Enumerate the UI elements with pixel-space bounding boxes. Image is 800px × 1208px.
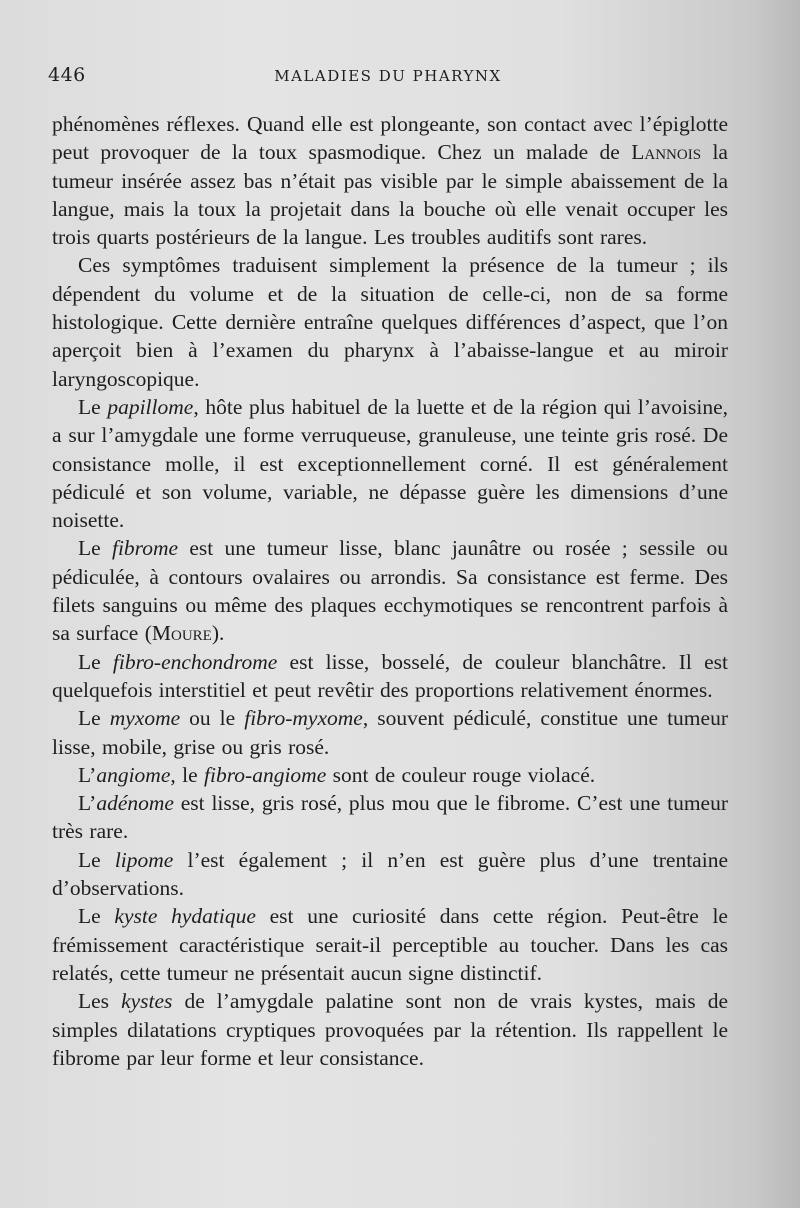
text-run: sont de couleur rouge violacé. <box>326 762 596 787</box>
text-run: phénomènes réflexes. Quand elle est plongeante, son contact avec l’épiglotte peut provoquer de la toux spasmodique. Chez un malade de <box>52 112 728 165</box>
paragraph <box>52 846 728 903</box>
text-run: est lisse, gris rosé, plus mou que le fibrome. C’est une tumeur très rare. <box>52 791 728 844</box>
italic-term: adénome <box>96 791 174 816</box>
paragraph <box>52 761 728 789</box>
text-run: Le <box>78 904 115 929</box>
text-run: est une tumeur lisse, blanc jaunâtre ou rosée ; sessile ou pédiculée, à contours ovalaires ou arrondis. Sa consistance est ferme. Des filets sanguins ou même des plaques ecchymotiques se rencontrent parfois à sa surface ( <box>52 536 729 646</box>
paragraph <box>52 902 728 987</box>
text-run: la tumeur insérée assez bas n’était pas visible par le simple abaissement de la langue, mais la toux la projetait dans la bouche où elle venait occuper les trois quarts postérieurs de la langue. Les troubles auditifs sont rares. <box>52 140 728 250</box>
text-run: Le <box>78 706 110 731</box>
italic-term: papillome <box>107 394 194 419</box>
text-run: est une curiosité dans cette région. Peut-être le frémissement caractéristique serait-il perceptible au toucher. Dans les cas relatés, cette tumeur ne présentait aucun signe distinctif. <box>52 904 728 985</box>
page-number: 446 <box>48 64 86 86</box>
paragraph <box>52 648 728 705</box>
text-run: ou le <box>180 706 245 731</box>
italic-term: lipome <box>114 847 174 872</box>
text-run: , souvent pédiculé, constitue une tumeur lisse, mobile, grise ou gris rosé. <box>52 706 728 759</box>
text-run: l’est également ; il n’en est guère plus d’une trentaine d’observations. <box>52 847 728 901</box>
text-run: , hôte plus habituel de la luette et de la région qui l’avoisine, a sur l’amygdale une forme verruqueuse, granuleuse, une teinte gris rosé. De consistance molle, il est exceptionnellement corné. Il est généralement pédiculé et son volume, variable, ne dépasse guère les dimensions d’une noisette. <box>52 394 728 533</box>
text-run: est lisse, bosselé, de couleur blanchâtre. Il est quelquefois interstitiel et peut revêtir des proportions relativement énormes. <box>52 649 728 702</box>
text-run: Le <box>78 649 113 674</box>
text-run: de l’amygdale palatine sont non de vrais kystes, mais de simples dilatations cryptiques provoquées par la rétention. Ils rappellent le fibrome par leur forme et leur consistance. <box>52 989 728 1070</box>
italic-term: angiome <box>96 762 171 787</box>
italic-term: fibrome <box>111 536 179 561</box>
text-run: L’ <box>78 791 97 816</box>
paragraph <box>52 987 728 1072</box>
author-name: Lannois <box>631 140 702 165</box>
paragraph <box>52 393 728 534</box>
running-title: MALADIES DU PHARYNX <box>274 67 502 85</box>
paragraph <box>52 534 728 647</box>
italic-term: kyste hydatique <box>114 904 256 929</box>
text-run: Le <box>78 394 108 419</box>
paragraph <box>52 251 728 392</box>
text-run: Les <box>78 989 122 1014</box>
text-run: Le <box>78 536 112 561</box>
author-name: Moure <box>151 621 212 646</box>
text-run: Le <box>78 847 115 872</box>
text-run: L’ <box>78 762 97 787</box>
paragraph <box>52 789 728 846</box>
italic-term: fibro-enchondrome <box>112 649 278 674</box>
page-header <box>48 64 728 94</box>
paragraph <box>52 704 728 761</box>
text-run: Ces symptômes traduisent simplement la présence de la tumeur ; ils dépendent du volume et de la situation de celle-ci, non de sa forme histologique. Cette dernière entraîne quelques différences d’aspect, que l’on aperçoit bien à l’examen du pharynx à l’abaisse-langue et au miroir laryngoscopique. <box>52 253 728 391</box>
italic-term: myxome <box>109 706 181 731</box>
italic-term: fibro-myxome <box>244 706 363 731</box>
italic-term: fibro-angiome <box>204 762 327 787</box>
paragraph <box>52 110 728 251</box>
text-run: ). <box>211 621 225 646</box>
text-run: , le <box>170 762 205 787</box>
italic-term: kystes <box>121 989 173 1014</box>
body-text <box>52 110 728 1072</box>
